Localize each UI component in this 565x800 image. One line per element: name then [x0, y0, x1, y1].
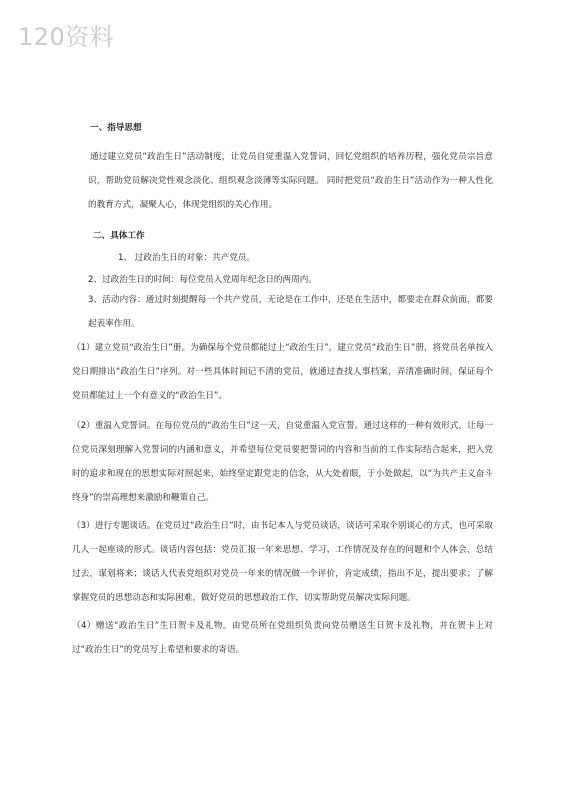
- section-heading-specific-work: 二、具体工作: [93, 231, 145, 241]
- work-item-2: 2、过政治生日的时间：每位党员入党周年纪念日的两周内。: [88, 275, 317, 285]
- section-heading-guiding-ideology: 一、指导思想: [90, 123, 142, 133]
- work-paragraph-4: （4）赠送“政治生日”生日贺卡及礼物。由党员所在党组织负责向党员赠送生日贺卡及礼物，并在贺卡上对过“政治生日”的党员写上希望和要求的寄语。: [72, 621, 493, 655]
- paragraph-guiding-ideology: 通过建立党员“政治生日”活动制度，让党员自觉重温入党誓词，回忆党组织的培养历程，强化党员宗旨意识，帮助党员解决党性观念淡化、组织观念淡薄等实际问题。 同时把党员“政治生日”活动作为一种人性化的教育方式，凝聚人心，体现党组织的关心作用。: [88, 152, 493, 210]
- work-item-1: 1、 过政治生日的对象：共产党员。: [118, 253, 256, 263]
- work-item-3: 3、活动内容：通过时刻提醒每一个共产党员，无论是在工作中，还是在生活中，都要走在群众前面，都要起表率作用。: [88, 295, 493, 329]
- work-paragraph-2: （2）重温入党誓词。在每位党员的“政治生日”这一天，自觉重温入党宣誓。通过这样的一种有效形式，让每一位党员深刻理解入党誓词的内涵和意义，并希望每位党员要把誓词的内容和当前的工作实际结合起来，把入党时的追求和现在的思想实际对照起来，始终坚定跟党走的信念，从大处着眼，于小处做起，以“为共产主义奋斗终身”的崇高理想来激励和鞭策自己。: [72, 421, 493, 503]
- watermark: 120资料: [18, 23, 115, 51]
- work-paragraph-1: （1）建立党员“政治生日”册。为确保每个党员都能过上“政治生日”，建立党员“政治生日”册，将党员名单按入党日期排出“政治生日”序列。对一些具体时间记不清的党员，就通过查找人事档案，弄清准确时间，保证每个党员都能过上一个有意义的“政治生日”。: [72, 343, 493, 401]
- work-paragraph-3: （3）进行专题谈话。在党员过“政治生日”时，由书记本人与党员谈话，谈话可采取个别谈心的方式，也可采取几人一起座谈的形式。谈话内容包括：党员汇报一年来思想、学习、工作情况及存在的问题和个人体会，总结过去，谋划将来；谈话人代表党组织对党员一年来的情况做一个评价，肯定成绩，指出不足，提出要求；了解掌握党员的思想动态和实际困难，做好党员的思想政治工作，切实帮助党员解决实际问题。: [72, 521, 493, 603]
